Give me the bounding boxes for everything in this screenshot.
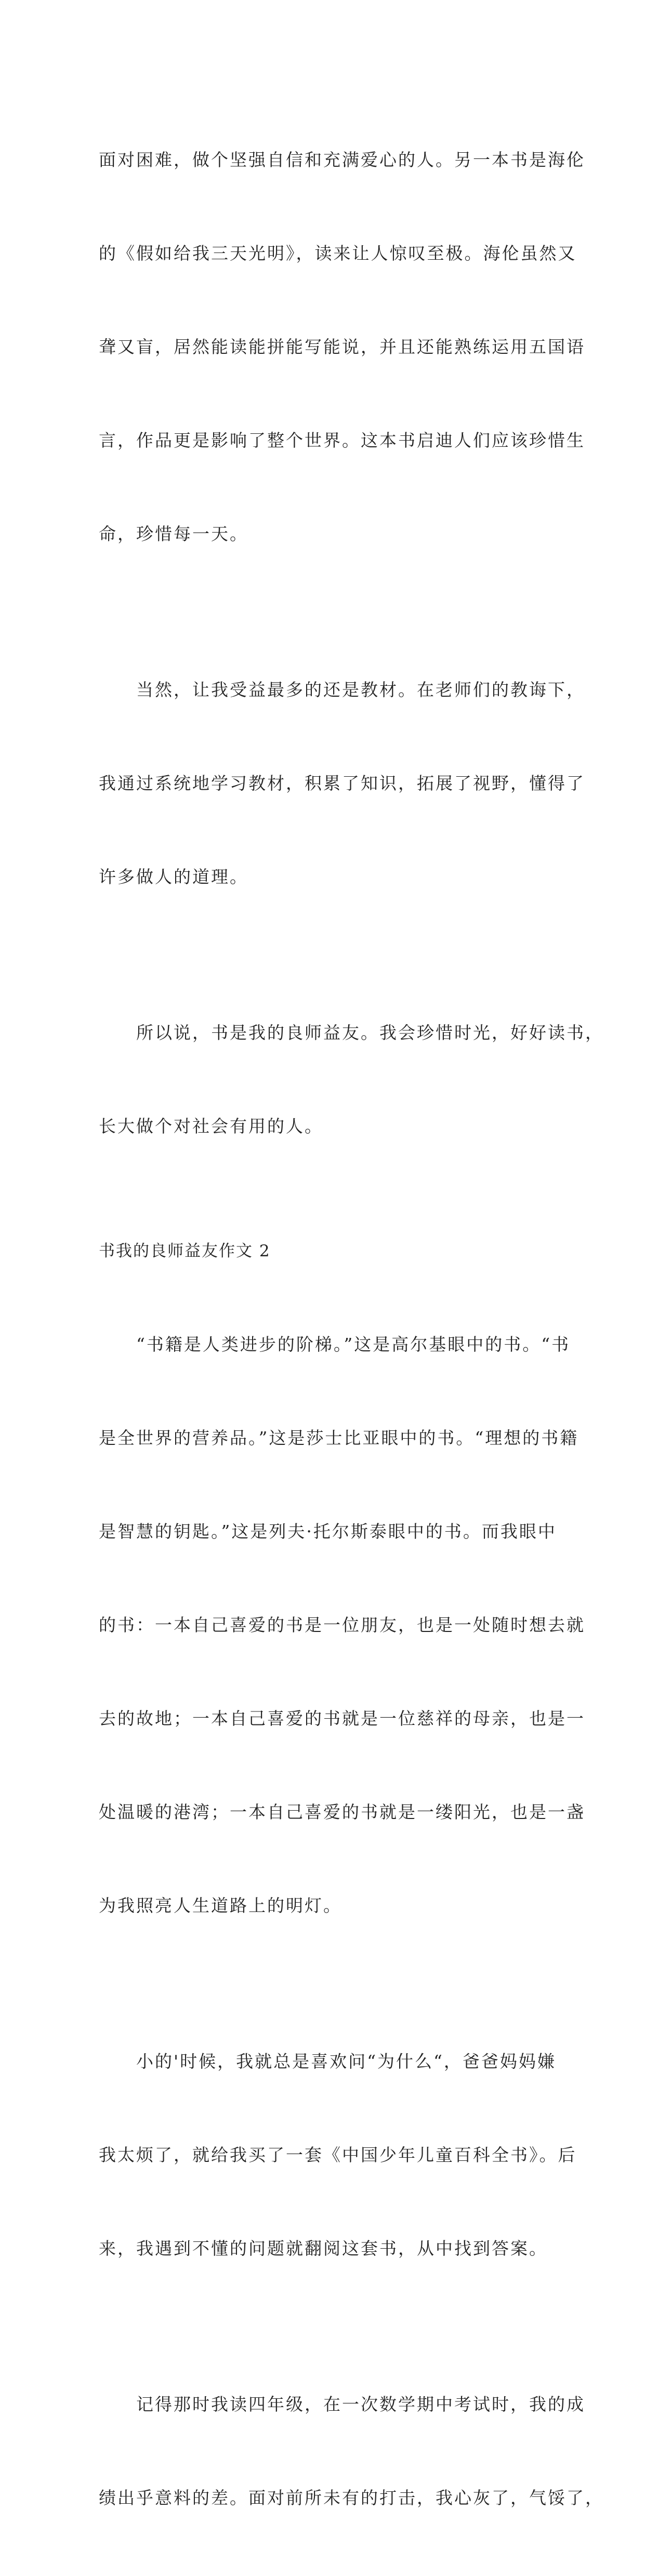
text-line: 长大做个对社会有用的人。 xyxy=(99,1116,323,1136)
paragraph-4 xyxy=(99,1267,585,1984)
text-line: 所以说，书是我的良师益友。我会珍惜时光，好好读书， xyxy=(99,1023,604,1043)
text-line: 是智慧的钥匙。”这是列夫·托尔斯泰眼中的书。而我眼中 xyxy=(99,1521,557,1542)
text-line: 来，我遇到不懂的问题就翻阅这套书，从中找到答案。 xyxy=(99,2238,548,2259)
text-line: 当然，让我受益最多的还是教材。在老师们的教诲下， xyxy=(99,680,585,700)
text-line: 的《假如给我三天光明》，读来让人惊叹至极。海伦虽然又 xyxy=(99,243,577,263)
paragraph-2 xyxy=(99,612,585,955)
paragraph-5 xyxy=(99,1984,577,2327)
text-line: 命，珍惜每一天。 xyxy=(99,524,248,544)
section-heading: 书我的良师益友作文 2 xyxy=(99,1242,271,1260)
text-line: 许多做人的道理。 xyxy=(99,867,248,887)
text-line: 是全世界的营养品。”这是莎士比亚眼中的书。“理想的书籍 xyxy=(99,1428,579,1448)
paragraph-3 xyxy=(99,955,604,1204)
text-line: 记得那时我读四年级，在一次数学期中考试时，我的成 xyxy=(99,2394,585,2414)
text-line: 处温暖的港湾；一本自己喜爱的书就是一缕阳光，也是一盏 xyxy=(99,1802,585,1822)
text-line: 我太烦了，就给我买了一套《中国少年儿童百科全书》。后 xyxy=(99,2145,577,2165)
text-line: 聋又盲，居然能读能拼能写能说，并且还能熟练运用五国语 xyxy=(99,337,585,357)
text-line: 去的故地；一本自己喜爱的书就是一位慈祥的母亲，也是一 xyxy=(99,1708,585,1729)
text-line: 的书：一本自己喜爱的书是一位朋友，也是一处随时想去就 xyxy=(99,1615,585,1635)
text-line: 为我照亮人生道路上的明灯。 xyxy=(99,1895,342,1916)
paragraph-6 xyxy=(99,2327,604,2576)
text-line: “书籍是人类进步的阶梯。”这是高尔基眼中的书。“书 xyxy=(99,1334,571,1355)
text-line: 小的'时候，我就总是喜欢问“为什么“，爸爸妈妈嫌 xyxy=(99,2051,556,2072)
text-line: 面对困难，做个坚强自信和充满爱心的人。另一本书是海伦 xyxy=(99,150,585,170)
text-line: 言，作品更是影响了整个世界。这本书启迪人们应该珍惜生 xyxy=(99,430,585,450)
document-body xyxy=(99,82,604,2576)
text-line: 我通过系统地学习教材，积累了知识，拓展了视野，懂得了 xyxy=(99,773,585,793)
paragraph-1 xyxy=(99,82,585,612)
text-line: 绩出乎意料的差。面对前所未有的打击，我心灰了，气馁了， xyxy=(99,2488,604,2508)
